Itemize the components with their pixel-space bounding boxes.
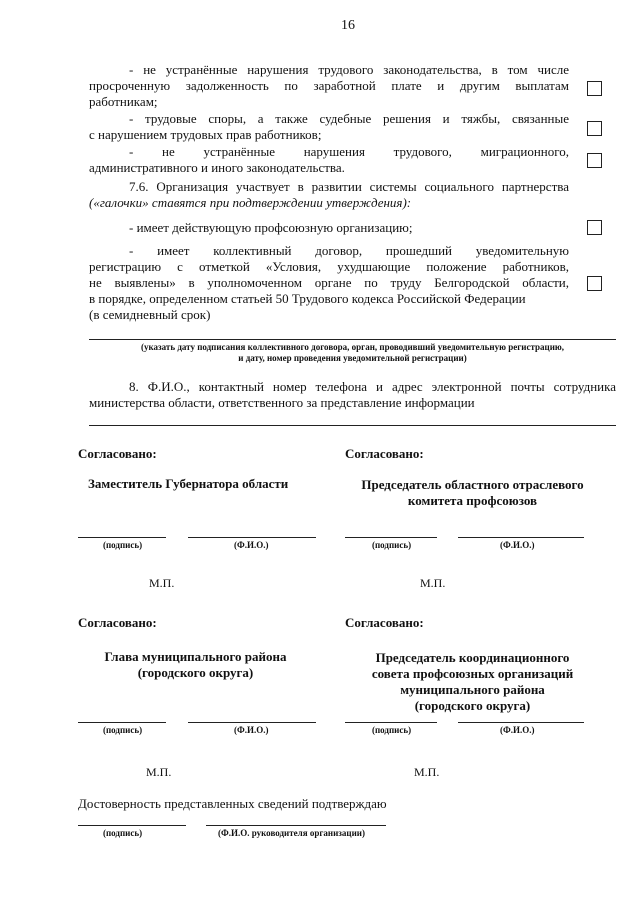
agreement-hint-line2: и дату, номер проведения уведомительной регистрации) xyxy=(238,353,467,363)
deputy-governor-title: Заместитель Губернатора области xyxy=(88,476,289,491)
option-agreement-line2: регистрацию с отметкой «Условия, ухудшающие положение работников, xyxy=(89,259,569,274)
sign-line-right2[interactable] xyxy=(345,722,437,723)
item2-checkbox[interactable] xyxy=(587,121,602,136)
seal-left2: М.П. xyxy=(146,765,172,779)
coord-council-title-line3: муниципального района xyxy=(400,682,545,697)
fio-caption-left2: (Ф.И.О.) xyxy=(234,725,269,735)
footer-sign-line[interactable] xyxy=(78,825,186,826)
page-number: 16 xyxy=(341,18,355,33)
coord-council-title-line1: Председатель координационного xyxy=(375,650,570,665)
footer-sign-caption: (подпись) xyxy=(103,828,143,838)
footer-fio-line[interactable] xyxy=(206,825,386,826)
confirmation-text: Достоверность представленных сведений подтверждаю xyxy=(78,796,387,811)
agreed-label-right2: Согласовано: xyxy=(345,615,424,630)
section8-line2: министерства области, ответственного за представление информации xyxy=(89,395,475,410)
agreed-label-left1: Согласовано: xyxy=(78,446,157,461)
option-agreement-line3: не выявлены» в уполномоченном органе по труду Белгородской области, xyxy=(89,275,569,290)
item2-line1: - трудовые споры, а также судебные решения и тяжбы, связанные xyxy=(129,111,569,126)
seal-right1: М.П. xyxy=(420,576,446,590)
section76-note: («галочки» ставятся при подтверждении утверждения): xyxy=(89,195,412,210)
branch-committee-title-line1: Председатель областного отраслевого xyxy=(361,477,584,492)
agreed-label-left2: Согласовано: xyxy=(78,615,157,630)
coord-council-title-line2: совета профсоюзных организаций xyxy=(371,666,574,681)
section76-heading: 7.6. Организация участвует в развитии системы социального партнерства xyxy=(129,179,569,194)
item3-line2: административного и иного законодательства. xyxy=(89,160,345,175)
item3-checkbox[interactable] xyxy=(587,153,602,168)
trade-union-checkbox[interactable] xyxy=(587,220,602,235)
sign-caption-left1: (подпись) xyxy=(103,540,143,550)
sign-caption-left2: (подпись) xyxy=(103,725,143,735)
item3-line1: - не устранённые нарушения трудового, миграционного, xyxy=(129,144,569,159)
sign-line-left1[interactable] xyxy=(78,537,166,538)
footer-fio-caption: (Ф.И.О. руководителя организации) xyxy=(218,828,365,838)
section8-line1: 8. Ф.И.О., контактный номер телефона и адрес электронной почты сотрудника xyxy=(129,379,616,394)
fio-caption-right2: (Ф.И.О.) xyxy=(500,725,535,735)
branch-committee-title-line2: комитета профсоюзов xyxy=(407,493,538,508)
sign-line-left2[interactable] xyxy=(78,722,166,723)
municipal-head-title-line2: (городского округа) xyxy=(137,665,254,680)
fio-caption-right1: (Ф.И.О.) xyxy=(500,540,535,550)
agreement-hint-line1: (указать дату подписания коллективного договора, орган, проводивший уведомительную регистрацию, xyxy=(140,342,565,352)
item1-checkbox[interactable] xyxy=(587,81,602,96)
fio-line-right1[interactable] xyxy=(458,537,584,538)
item1-line3: работникам; xyxy=(89,94,158,109)
fio-line-left1[interactable] xyxy=(188,537,316,538)
item1-line2: просроченную задолженность по заработной плате и другим выплатам xyxy=(89,78,569,93)
item2-line2: с нарушением трудовых прав работников; xyxy=(89,127,322,142)
municipal-head-title-line1: Глава муниципального района xyxy=(104,649,287,664)
option-agreement-line5: (в семидневный срок) xyxy=(89,307,211,322)
option-agreement-line4: в порядке, определенном статьей 50 Трудового кодекса Российской Федерации xyxy=(89,291,526,306)
sign-line-right1[interactable] xyxy=(345,537,437,538)
coord-council-title-line4: (городского округа) xyxy=(414,698,531,713)
item1-line1: - не устранённые нарушения трудового законодательства, в том числе xyxy=(129,62,569,77)
fio-caption-left1: (Ф.И.О.) xyxy=(234,540,269,550)
fio-line-left2[interactable] xyxy=(188,722,316,723)
fio-line-right2[interactable] xyxy=(458,722,584,723)
seal-left1: М.П. xyxy=(149,576,175,590)
collective-agreement-checkbox[interactable] xyxy=(587,276,602,291)
sign-caption-right2: (подпись) xyxy=(372,725,412,735)
sign-caption-right1: (подпись) xyxy=(372,540,412,550)
contact-details-line[interactable] xyxy=(89,425,616,426)
agreement-details-line[interactable] xyxy=(89,339,616,340)
option-agreement-line1: - имеет коллективный договор, прошедший уведомительную xyxy=(129,243,569,258)
option-trade-union: - имеет действующую профсоюзную организацию; xyxy=(129,220,413,235)
agreed-label-right1: Согласовано: xyxy=(345,446,424,461)
seal-right2: М.П. xyxy=(414,765,440,779)
